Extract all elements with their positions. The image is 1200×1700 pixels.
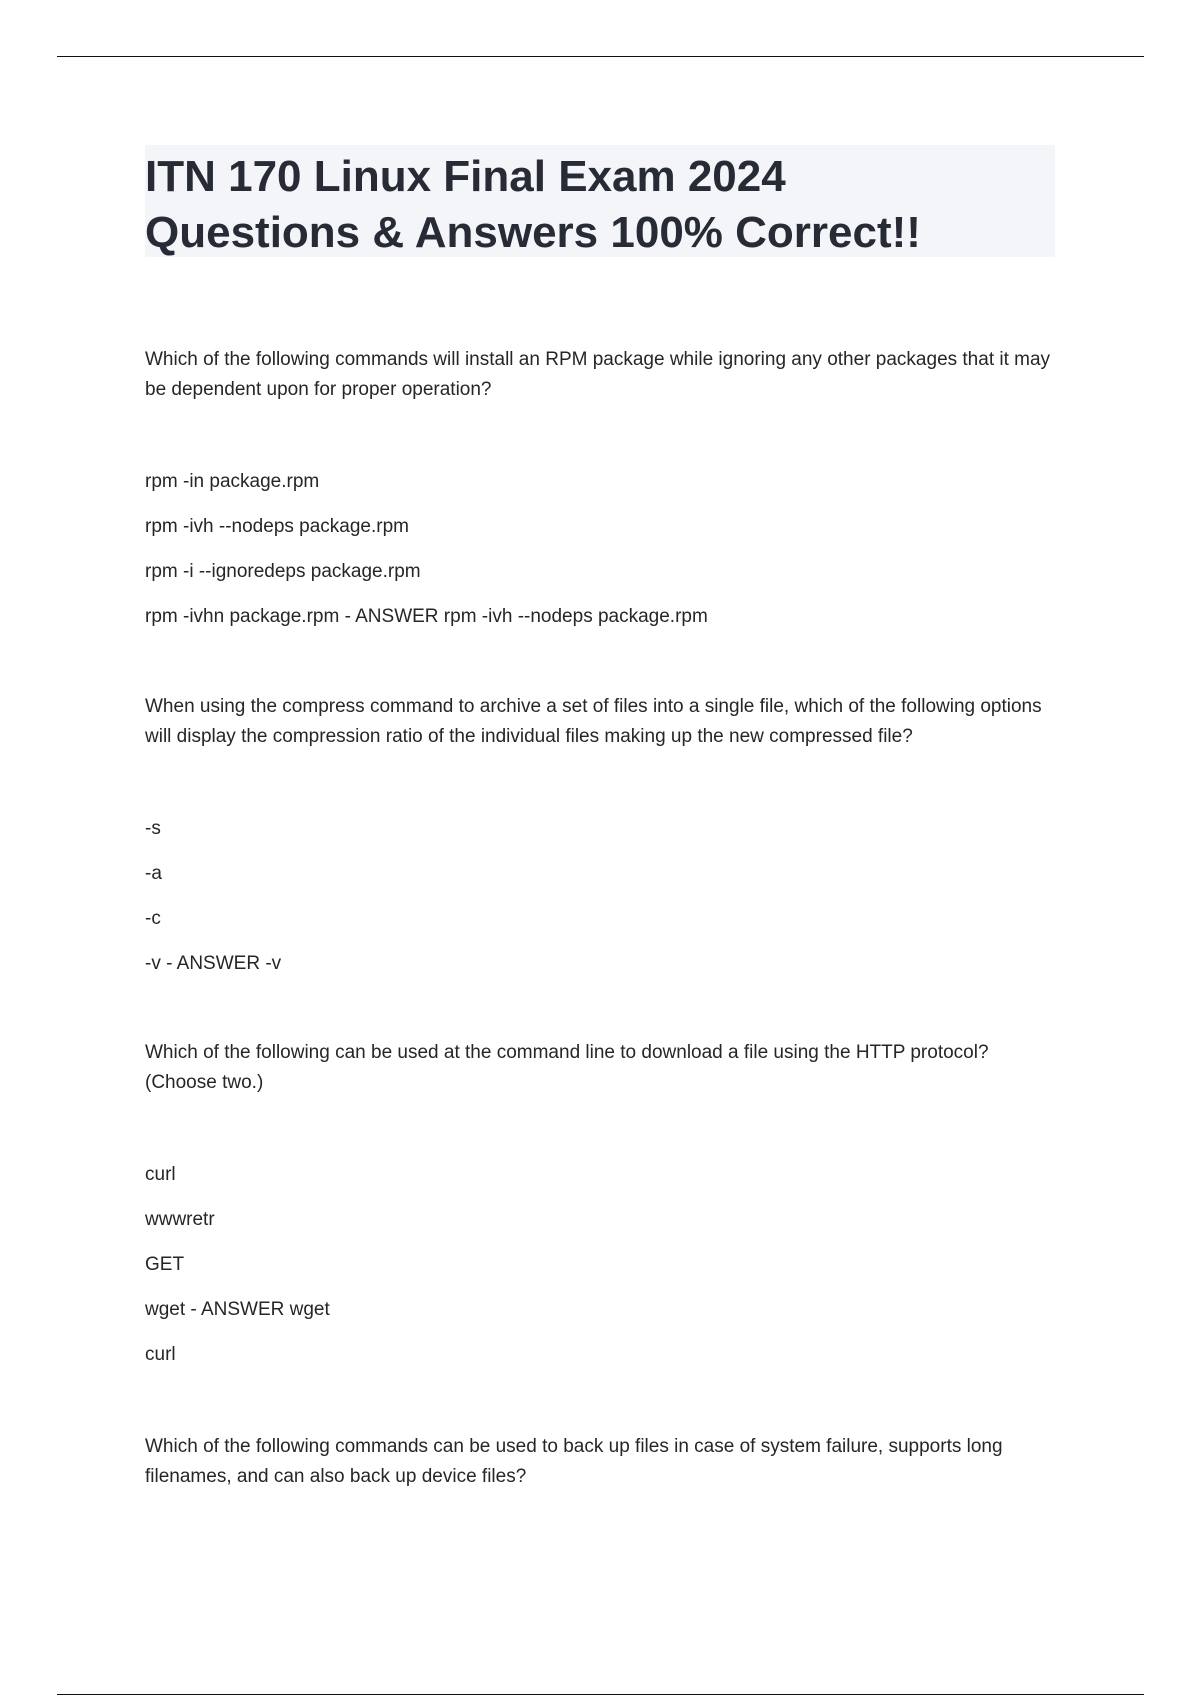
question-block-1 (145, 345, 1055, 405)
question-block-2 (145, 692, 1055, 752)
top-rule (57, 56, 1144, 57)
page-title (145, 149, 1055, 261)
answer-option: rpm -i --ignoredeps package.rpm (145, 561, 421, 582)
options-list-1 (145, 467, 1055, 647)
question-text: Which of the following commands will install an RPM package while ignoring any other packages that it may be dependent upon for proper operation? (145, 349, 1051, 400)
answer-option-with-key: rpm -ivhn package.rpm - ANSWER rpm -ivh --nodeps package.rpm (145, 606, 708, 627)
title-line-2: Questions & Answers 100% Correct!! (145, 208, 921, 257)
bottom-rule (57, 1694, 1144, 1695)
answer-option: rpm -in package.rpm (145, 471, 320, 492)
answer-option: curl (145, 1344, 176, 1365)
answer-option: curl (145, 1164, 176, 1185)
question-block-4 (145, 1432, 1055, 1492)
answer-option-with-key: -v - ANSWER -v (145, 953, 282, 974)
answer-option: GET (145, 1254, 185, 1275)
question-text: Which of the following can be used at the command line to download a file using the HTTP protocol? (Choose two.) (145, 1042, 989, 1093)
answer-option: wwwretr (145, 1209, 215, 1230)
question-text: When using the compress command to archive a set of files into a single file, which of the following options will display the compression ratio of the individual files making up the new compressed file? (145, 696, 1042, 747)
title-banner (145, 145, 1055, 257)
options-list-3 (145, 1160, 1055, 1385)
question-text: Which of the following commands can be used to back up files in case of system failure, supports long filenames, and can also back up device files? (145, 1436, 1003, 1487)
answer-option: -s (145, 818, 161, 839)
answer-option: -c (145, 908, 161, 929)
options-list-2 (145, 814, 1055, 994)
document-body (145, 145, 1055, 1487)
answer-option: -a (145, 863, 162, 884)
question-block-3 (145, 1038, 1055, 1098)
answer-option-with-key: wget - ANSWER wget (145, 1299, 330, 1320)
title-line-1: ITN 170 Linux Final Exam 2024 (145, 152, 786, 201)
answer-option: rpm -ivh --nodeps package.rpm (145, 516, 409, 537)
